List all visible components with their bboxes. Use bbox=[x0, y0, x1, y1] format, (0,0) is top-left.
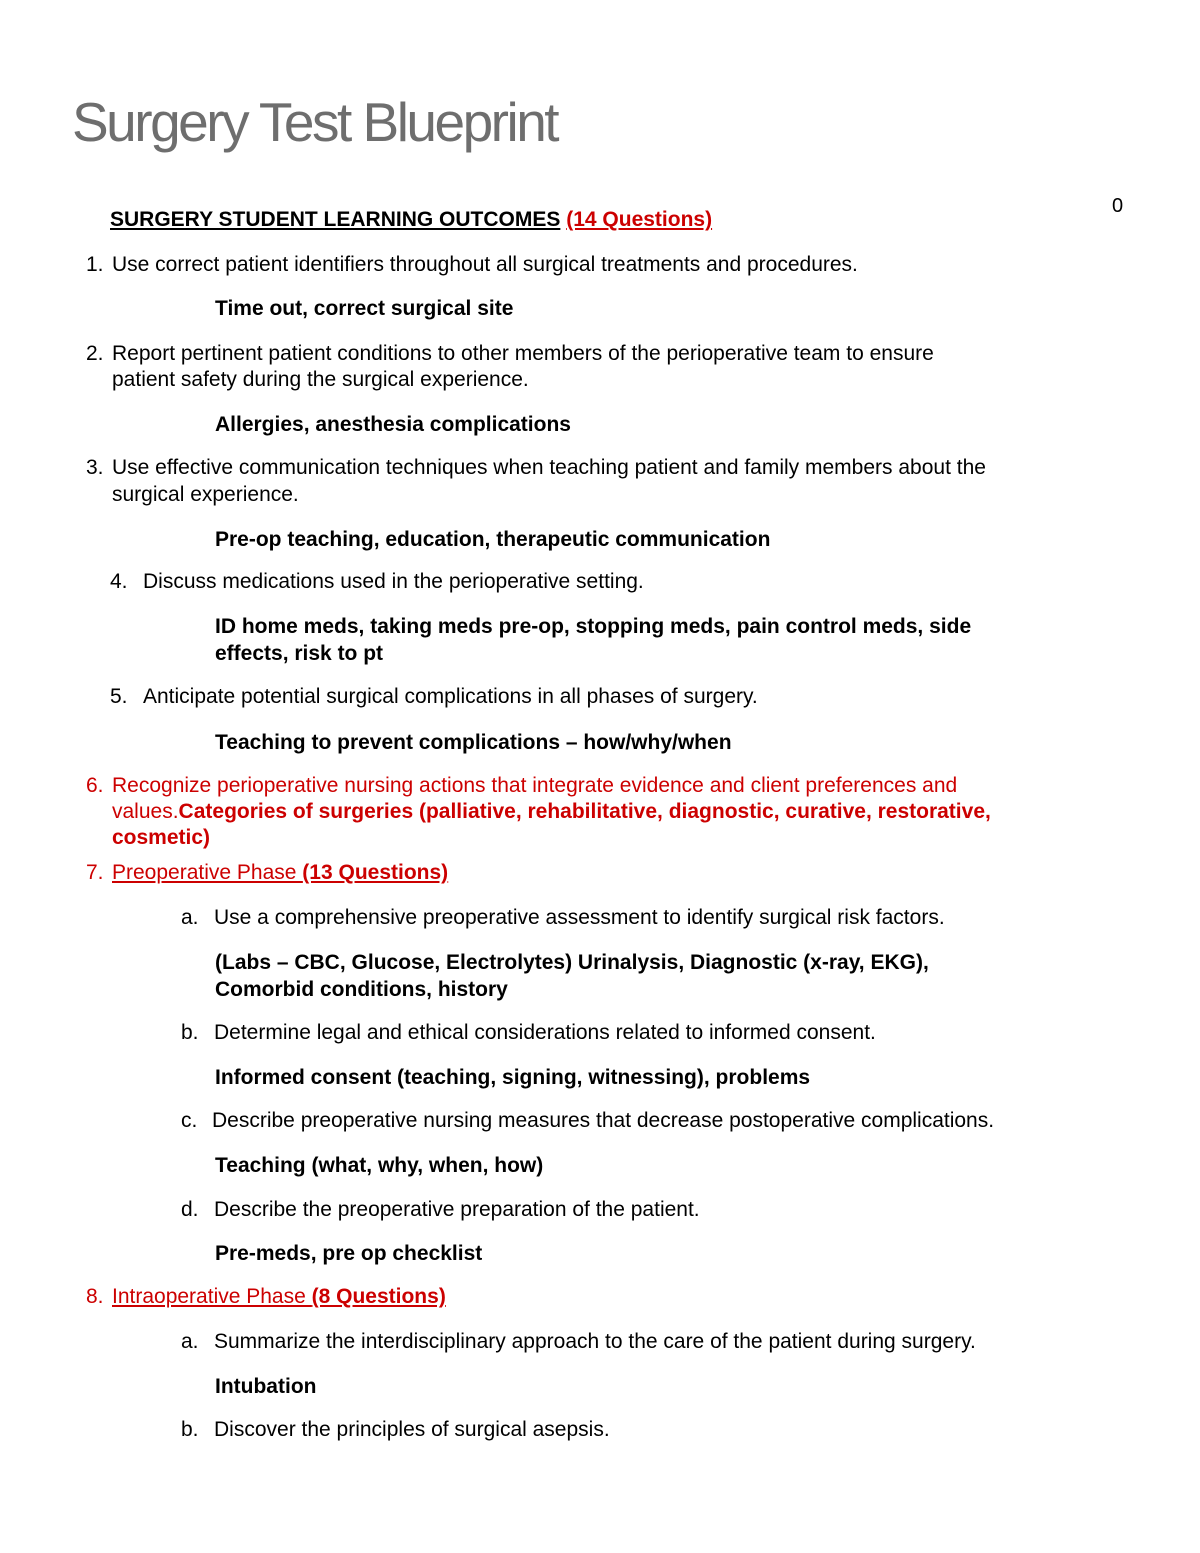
item-7a-note-line2: Comorbid conditions, history bbox=[215, 978, 508, 1001]
section-heading-count: (14 Questions) bbox=[566, 208, 713, 231]
item-7a-letter: a. bbox=[181, 906, 199, 929]
item-7a-text: Use a comprehensive preoperative assessment to identify surgical risk factors. bbox=[214, 906, 945, 929]
intraoperative-phase-count: (8 Questions) bbox=[311, 1285, 446, 1308]
item-6-number: 6. bbox=[86, 774, 104, 797]
item-2-text-line2: patient safety during the surgical experience. bbox=[112, 368, 529, 391]
item-1-note: Time out, correct surgical site bbox=[215, 297, 514, 320]
item-6-categories-cont: cosmetic) bbox=[112, 826, 211, 849]
preoperative-phase-count: (13 Questions) bbox=[302, 861, 449, 884]
item-2-number: 2. bbox=[86, 342, 104, 365]
item-1-number: 1. bbox=[86, 253, 104, 276]
item-7-heading bbox=[112, 860, 448, 886]
item-7b-note: Informed consent (teaching, signing, witnessing), problems bbox=[215, 1066, 811, 1089]
item-4-number: 4. bbox=[110, 570, 128, 593]
item-7b-letter: b. bbox=[181, 1021, 199, 1044]
item-5-text: Anticipate potential surgical complications in all phases of surgery. bbox=[143, 685, 758, 708]
item-7a-note-line1: (Labs – CBC, Glucose, Electrolytes) Urinalysis, Diagnostic (x-ray, EKG), bbox=[215, 951, 929, 974]
item-6-text-line2 bbox=[112, 799, 991, 825]
item-7-number: 7. bbox=[86, 861, 104, 884]
item-3-note: Pre-op teaching, education, therapeutic communication bbox=[215, 528, 771, 551]
item-7c-note: Teaching (what, why, when, how) bbox=[215, 1154, 544, 1177]
item-5-note: Teaching to prevent complications – how/why/when bbox=[215, 731, 732, 754]
item-4-note-line1: ID home meds, taking meds pre-op, stopping meds, pain control meds, side bbox=[215, 615, 972, 638]
item-3-number: 3. bbox=[86, 456, 104, 479]
item-2-note: Allergies, anesthesia complications bbox=[215, 413, 571, 436]
section-heading-text: SURGERY STUDENT LEARNING OUTCOMES bbox=[110, 208, 561, 231]
section-heading bbox=[110, 208, 712, 232]
item-8-heading bbox=[112, 1284, 446, 1310]
item-2-text-line1: Report pertinent patient conditions to other members of the perioperative team to ensure bbox=[112, 342, 934, 365]
item-1-text: Use correct patient identifiers throughout all surgical treatments and procedures. bbox=[112, 253, 858, 276]
item-7d-note: Pre-meds, pre op checklist bbox=[215, 1242, 483, 1265]
page-number: 0 bbox=[1112, 195, 1124, 217]
item-6-categories: Categories of surgeries (palliative, rehabilitative, diagnostic, curative, restorative, bbox=[178, 800, 991, 823]
item-7c-letter: c. bbox=[181, 1109, 198, 1132]
item-3-text-line1: Use effective communication techniques when teaching patient and family members about the bbox=[112, 456, 986, 479]
item-8b-letter: b. bbox=[181, 1418, 199, 1441]
item-6-values-word: values. bbox=[112, 800, 179, 823]
item-7b-text: Determine legal and ethical considerations related to informed consent. bbox=[214, 1021, 876, 1044]
item-8a-text: Summarize the interdisciplinary approach to the care of the patient during surgery. bbox=[214, 1330, 976, 1353]
item-3-text-line2: surgical experience. bbox=[112, 483, 299, 506]
intraoperative-phase-label: Intraoperative Phase bbox=[112, 1285, 312, 1308]
item-4-text: Discuss medications used in the perioperative setting. bbox=[143, 570, 644, 593]
item-4-note-line2: effects, risk to pt bbox=[215, 642, 384, 665]
item-7d-letter: d. bbox=[181, 1198, 199, 1221]
item-7c-text: Describe preoperative nursing measures that decrease postoperative complications. bbox=[212, 1109, 995, 1132]
item-7d-text: Describe the preoperative preparation of the patient. bbox=[214, 1198, 700, 1221]
item-8-number: 8. bbox=[86, 1285, 104, 1308]
item-6-text-line1: Recognize perioperative nursing actions that integrate evidence and client preferences and bbox=[112, 774, 958, 797]
preoperative-phase-label: Preoperative Phase bbox=[112, 861, 303, 884]
document-title: Surgery Test Blueprint bbox=[72, 91, 558, 153]
item-8a-note: Intubation bbox=[215, 1375, 317, 1398]
item-5-number: 5. bbox=[110, 685, 128, 708]
item-8b-text: Discover the principles of surgical asepsis. bbox=[214, 1418, 610, 1441]
item-8a-letter: a. bbox=[181, 1330, 199, 1353]
